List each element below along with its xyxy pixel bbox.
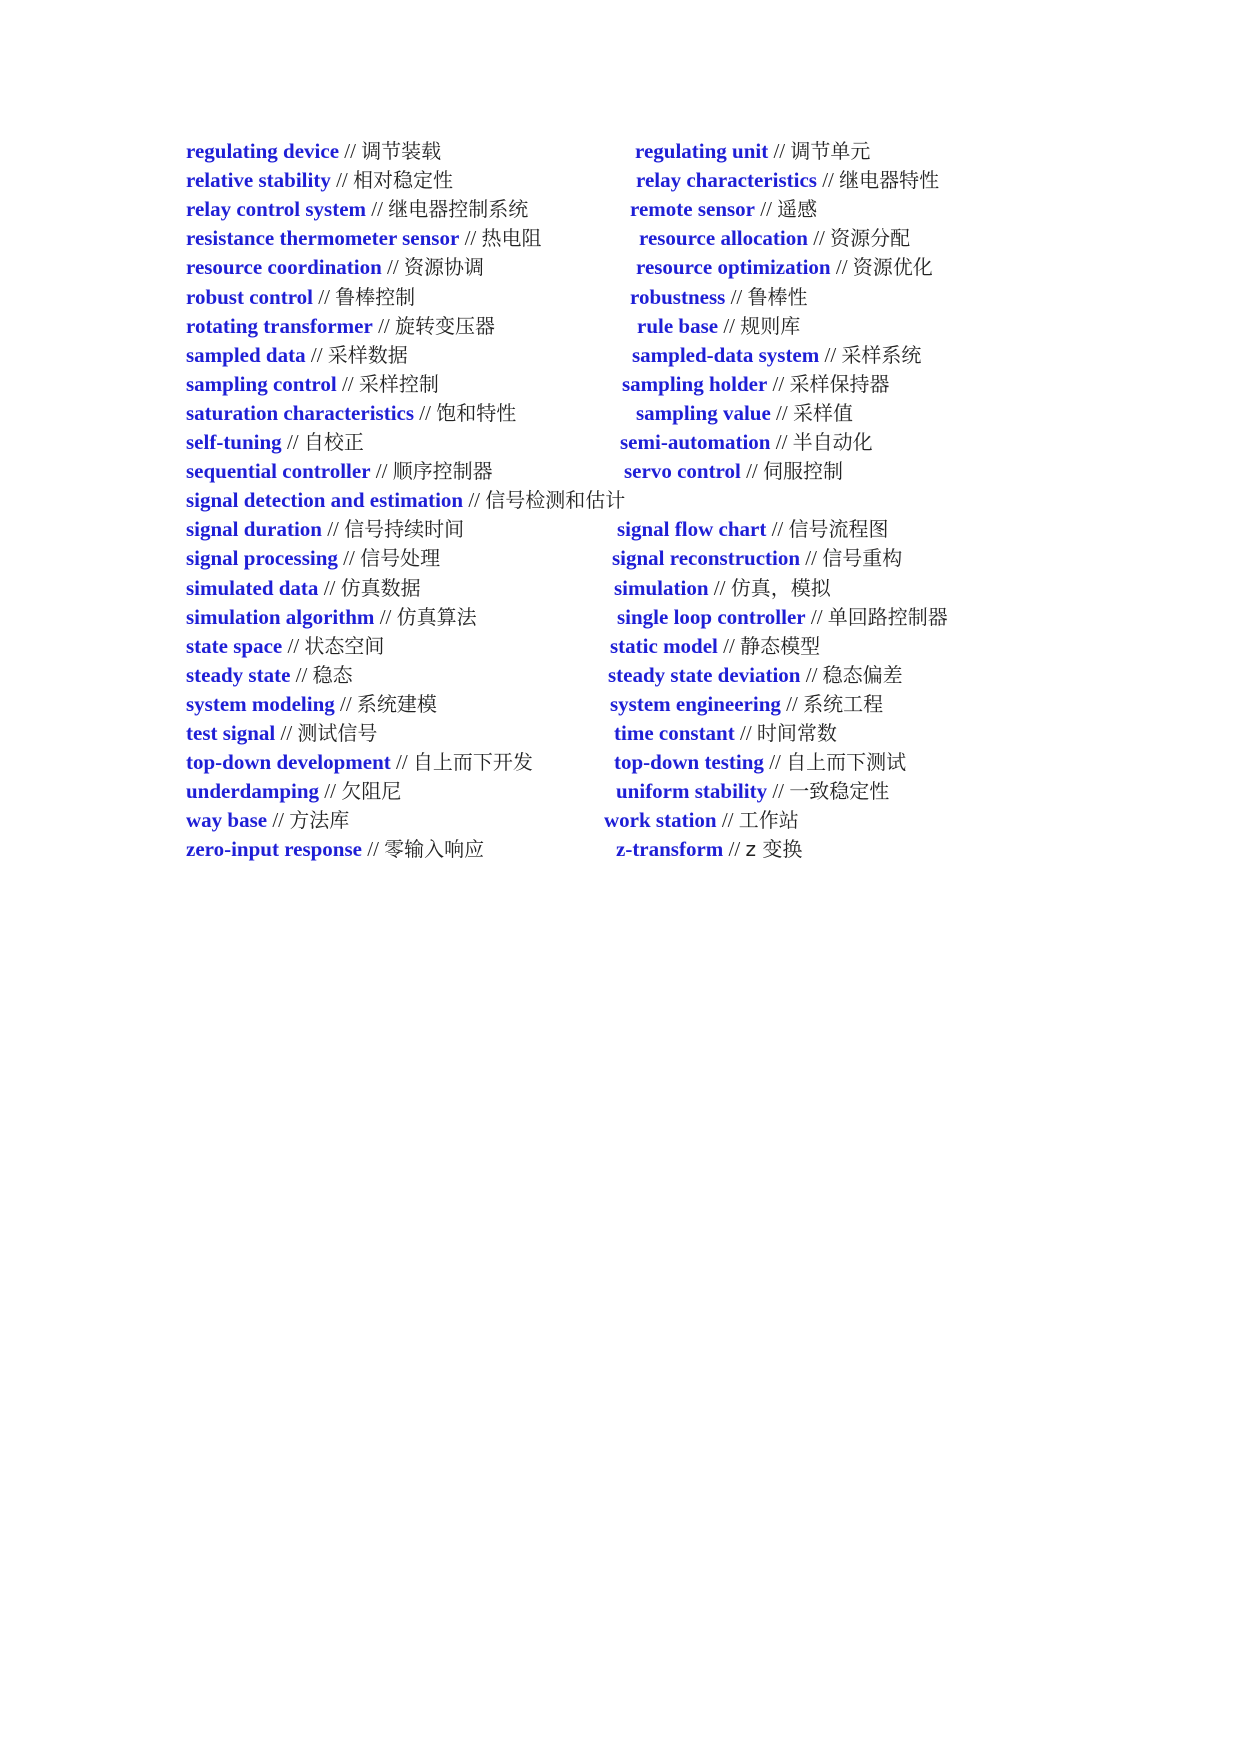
english-term: rule base [637,313,719,338]
glossary-entry-left [186,252,484,282]
glossary-entry-right [616,776,889,806]
separator: // [468,488,481,513]
glossary-entry-left [186,543,440,573]
chinese-translation: 系统工程 [803,691,884,716]
chinese-translation: 旋转变压器 [394,313,495,338]
glossary-row [0,543,1241,573]
separator: // [295,662,308,687]
english-term: system engineering [610,691,781,716]
glossary-row [0,165,1241,195]
glossary-entry-right [614,747,906,777]
chinese-translation: 饱和特性 [436,400,517,425]
english-term: self-tuning [186,430,282,454]
separator: // [371,197,383,222]
separator: // [760,197,772,222]
separator: // [327,517,339,542]
separator: // [775,430,788,454]
english-term: signal duration [186,517,322,542]
glossary-entry-right [620,427,873,457]
separator: // [773,139,786,163]
glossary-entry-left [186,427,364,457]
separator: // [786,691,798,716]
english-term: simulation [614,575,709,600]
english-term: time constant [614,721,735,745]
separator: // [769,750,781,775]
chinese-translation: 伺服控制 [763,459,844,484]
separator: // [824,342,837,367]
english-term: saturation characteristics [186,400,415,425]
chinese-translation: 稳态偏差 [822,662,903,687]
english-term: simulation algorithm [186,604,375,629]
glossary-row [0,776,1241,806]
english-term: zero-input response [186,837,362,862]
separator: // [772,779,785,804]
glossary-row [0,834,1241,864]
separator: // [805,546,817,571]
separator: // [287,633,300,658]
english-term: semi-automation [620,430,771,454]
glossary-row [0,485,1241,515]
glossary-entry-right [617,514,889,544]
english-term: sequential controller [186,459,371,484]
english-term: single loop controller [617,604,806,629]
separator: // [810,604,823,629]
chinese-translation: 稳态 [312,662,353,687]
english-term: rotating transformer [186,313,373,338]
chinese-translation: 系统建模 [356,691,437,716]
english-term: work station [604,808,717,833]
separator: // [822,168,834,193]
english-term: resource coordination [186,255,382,280]
glossary-entry-left [186,689,437,719]
glossary-entry-left [186,369,439,399]
glossary-entry-right [617,602,948,632]
chinese-translation: 资源分配 [830,226,911,251]
separator: // [318,284,330,309]
glossary-entry-left [186,805,349,835]
glossary-entry-left [186,282,415,312]
chinese-translation: 采样值 [792,400,853,425]
glossary-entry-right [614,718,837,748]
english-term: sampling control [186,371,337,396]
separator: // [723,633,735,658]
separator: // [324,779,336,804]
glossary-entry-right [612,543,902,573]
chinese-translation: 采样数据 [327,342,408,367]
glossary-entry-right [610,689,883,719]
separator: // [721,808,734,833]
chinese-translation: 继电器控制系统 [388,197,529,222]
english-term: resource optimization [636,255,831,280]
glossary-entry-left [186,136,441,166]
separator: // [723,313,735,338]
english-term: simulated data [186,575,319,600]
english-term: relay control system [186,197,367,222]
glossary-entry-right [630,282,807,312]
glossary-row [0,660,1241,690]
chinese-translation: 采样保持器 [789,371,890,396]
glossary-entry-right [636,252,933,282]
english-term: uniform stability [616,779,768,804]
glossary-entry-left [186,485,625,515]
chinese-translation: 鲁棒性 [747,284,808,309]
glossary-row [0,718,1241,748]
separator: // [379,604,392,629]
english-term: z-transform [616,837,724,862]
glossary-row [0,427,1241,457]
separator: // [323,575,336,600]
glossary-entry-right [608,660,903,690]
chinese-translation: 鲁棒控制 [335,284,416,309]
separator: // [310,342,323,367]
glossary-entry-right [636,165,939,195]
separator: // [464,226,477,251]
english-term: sampling holder [622,371,768,396]
glossary-row [0,747,1241,777]
glossary-entry-left [186,602,477,632]
separator: // [813,226,825,251]
separator: // [344,139,356,163]
chinese-translation: 热电阻 [481,226,542,251]
english-term: top-down testing [614,750,764,775]
english-term: steady state [186,662,291,687]
glossary-entry-left [186,165,453,195]
glossary-entry-left [186,194,528,224]
separator: // [805,662,818,687]
separator: // [367,837,379,862]
chinese-translation: 资源优化 [852,255,933,280]
english-term: regulating unit [635,139,769,163]
chinese-translation: 信号重构 [822,546,903,571]
glossary-entry-right [616,834,802,864]
english-term: signal processing [186,546,338,571]
glossary-row [0,398,1241,428]
glossary-row [0,194,1241,224]
separator: // [835,255,848,280]
english-term: remote sensor [630,197,755,222]
glossary-row [0,573,1241,603]
separator: // [776,400,788,425]
chinese-translation: 零输入响应 [384,837,485,862]
glossary-entry-right [637,311,800,341]
glossary-row [0,282,1241,312]
english-term: resistance thermometer sensor [186,226,460,251]
separator: // [739,721,752,745]
glossary-entry-right [630,194,817,224]
glossary-entry-left [186,340,408,370]
glossary-row [0,136,1241,166]
chinese-translation: 方法库 [289,808,350,833]
chinese-translation: 采样控制 [358,371,439,396]
english-term: state space [186,633,283,658]
english-term: steady state deviation [608,662,801,687]
glossary-entry-right [635,136,870,166]
glossary-entry-left [186,311,495,341]
chinese-translation: 半自动化 [792,430,873,454]
glossary-row [0,252,1241,282]
separator: // [280,721,293,745]
separator: // [730,284,743,309]
glossary-row [0,311,1241,341]
glossary-entry-left [186,747,533,777]
separator: // [341,371,354,396]
chinese-translation: 相对稳定性 [353,168,454,193]
chinese-translation: 规则库 [740,313,801,338]
glossary-entry-left [186,631,384,661]
english-term: signal flow chart [617,517,767,542]
glossary-entry-left [186,398,516,428]
chinese-translation: 一致稳定性 [789,779,890,804]
english-term: underdamping [186,779,320,804]
chinese-translation: 信号持续时间 [344,517,465,542]
chinese-translation: 欠阻尼 [341,779,402,804]
separator: // [343,546,355,571]
separator: // [378,313,390,338]
glossary-row [0,369,1241,399]
glossary-entry-right [632,340,921,370]
separator: // [387,255,399,280]
separator: // [728,837,741,862]
english-term: servo control [624,459,741,484]
glossary-row [0,689,1241,719]
separator: // [286,430,299,454]
english-term: test signal [186,721,276,745]
chinese-translation: 工作站 [738,808,799,833]
english-term: relay characteristics [636,168,817,193]
separator: // [713,575,726,600]
english-term: way base [186,808,268,833]
english-term: top-down development [186,750,391,775]
glossary-entry-left [186,573,421,603]
english-term: robust control [186,284,313,309]
chinese-translation: 信号流程图 [788,517,889,542]
glossary-row [0,514,1241,544]
english-term: system modeling [186,691,335,716]
separator: // [396,750,408,775]
separator: // [772,371,785,396]
chinese-translation: 静态模型 [740,633,821,658]
separator: // [746,459,758,484]
chinese-translation: 遥感 [777,197,818,222]
glossary-row [0,223,1241,253]
glossary-entry-right [639,223,910,253]
separator: // [272,808,285,833]
chinese-translation: 自上而下开发 [412,750,533,775]
chinese-translation: 采样系统 [841,342,922,367]
glossary-entry-right [604,805,799,835]
glossary-entry-left [186,834,484,864]
english-term: signal reconstruction [612,546,801,571]
glossary-row [0,340,1241,370]
english-term: sampled-data system [632,342,820,367]
english-term: resource allocation [639,226,808,251]
chinese-translation: 信号检测和估计 [485,488,626,513]
glossary-entry-left [186,718,377,748]
chinese-translation: 自上而下测试 [786,750,907,775]
glossary-entry-right [610,631,820,661]
chinese-translation: 测试信号 [297,721,378,745]
glossary-entry-right [622,369,889,399]
glossary-row [0,631,1241,661]
chinese-translation: 状态空间 [304,633,385,658]
chinese-translation: 顺序控制器 [392,459,493,484]
separator: // [336,168,348,193]
glossary-entry-left [186,456,493,486]
chinese-translation: 调节单元 [790,139,871,163]
glossary-entry-left [186,514,464,544]
glossary-row [0,805,1241,835]
chinese-translation: 自校正 [303,430,364,454]
glossary-row [0,602,1241,632]
glossary-entry-left [186,223,541,253]
chinese-translation: 调节装载 [361,139,442,163]
chinese-translation: 仿真数据 [340,575,421,600]
chinese-translation: 时间常数 [756,721,837,745]
chinese-translation: z 变换 [745,837,803,862]
english-term: sampling value [636,400,771,425]
english-term: robustness [630,284,726,309]
english-term: relative stability [186,168,331,193]
chinese-translation: 资源协调 [403,255,484,280]
glossary-entry-right [636,398,853,428]
chinese-translation: 信号处理 [360,546,441,571]
glossary-row [0,456,1241,486]
glossary-entry-right [624,456,843,486]
english-term: signal detection and estimation [186,488,464,513]
english-term: sampled data [186,342,306,367]
separator: // [340,691,352,716]
chinese-translation: 仿真算法 [396,604,477,629]
glossary-entry-left [186,776,401,806]
separator: // [771,517,784,542]
english-term: static model [610,633,718,658]
chinese-translation: 继电器特性 [839,168,940,193]
glossary-entry-right [614,573,831,603]
chinese-translation: 仿真，模拟 [730,575,831,600]
chinese-translation: 单回路控制器 [827,604,948,629]
glossary-entry-left [186,660,353,690]
separator: // [419,400,431,425]
separator: // [375,459,388,484]
english-term: regulating device [186,139,340,163]
